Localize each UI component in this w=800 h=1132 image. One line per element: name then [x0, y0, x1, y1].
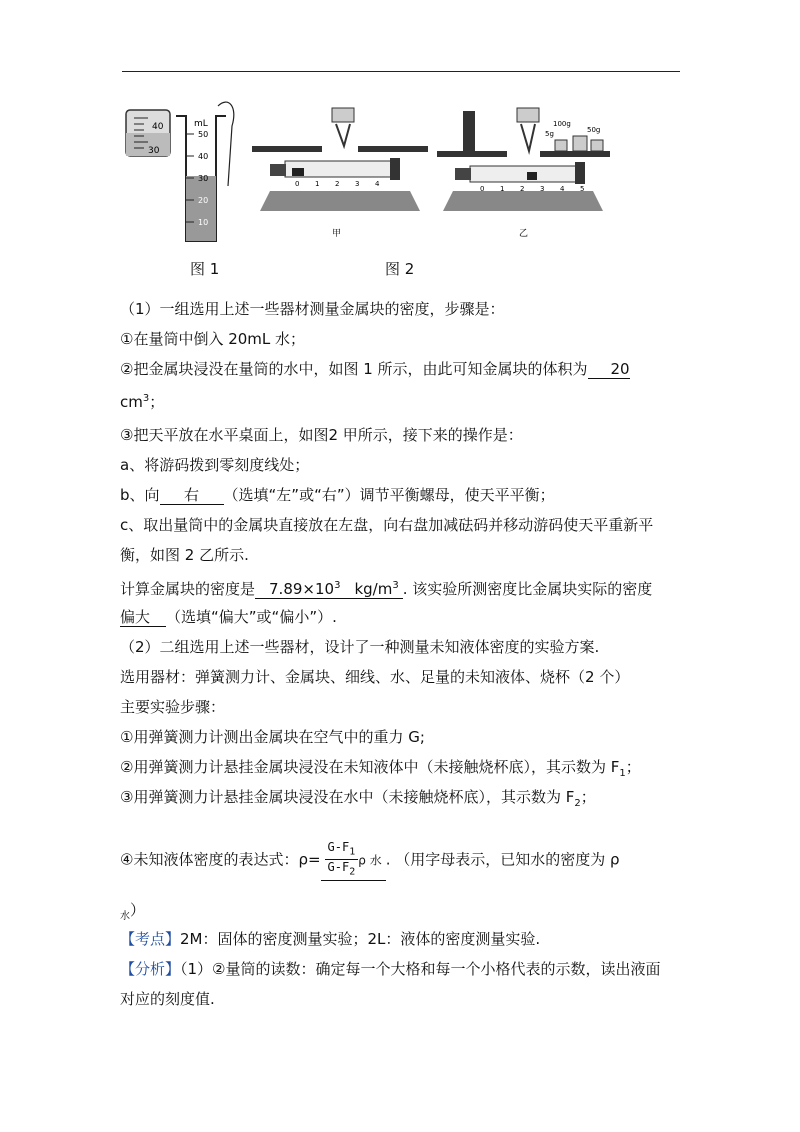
density-unit-sup: 3: [392, 580, 399, 591]
fraction-denominator: $G-F_2$: [327, 860, 356, 878]
part1-b: [120, 485, 555, 505]
s2-sub: 1: [619, 768, 626, 779]
fenxi-text: （1）②量筒的读数：确定每一个大格和每一个小格代表的示数，读出液面: [180, 960, 661, 978]
figure-1-caption: 图 1: [190, 260, 220, 278]
cyl-tick-20: 20: [198, 196, 209, 205]
weight-50g: 50g: [587, 126, 601, 134]
s3-text: ③用弹簧测力计悬挂金属块浸没在水中（未接触烧杯底），其示数为 F: [120, 788, 575, 806]
cyl-tick-40: 40: [198, 152, 209, 161]
density-answer: [255, 577, 403, 599]
cylinder-unit: mL: [194, 119, 208, 129]
calc-post: . 该实验所测密度比金属块实际的密度: [402, 580, 653, 598]
part2-materials: 选用器材：弹簧测力计、金属块、细线、水、足量的未知液体、烧杯（2 个）: [120, 668, 630, 686]
cyl-tick-10: 10: [198, 218, 209, 227]
cyl-tick-50: 50: [198, 130, 209, 139]
s4-pre: ④未知液体密度的表达式：ρ=: [120, 850, 321, 869]
scale2-num-0: 0: [480, 185, 485, 193]
volume-unit-sup: 3: [142, 393, 150, 404]
volume-unit: cm: [120, 393, 143, 411]
formula-answer: [321, 840, 386, 881]
part1-step3: ③把天平放在水平桌面上，如图2 甲所示，接下来的操作是：: [120, 426, 523, 444]
part1-c1: c、取出量筒中的金属块直接放在左盘，向右盘加减砝码并移动游码使天平重新平: [120, 516, 654, 534]
scale2-num-3: 3: [540, 185, 545, 193]
analysis-fenxi: [120, 959, 661, 979]
zoom-tick-30: 30: [148, 146, 160, 156]
part2-intro: （2）二组选用上述一些器材，设计了一种测量未知液体密度的实验方案.: [120, 638, 600, 656]
zoom-tick-40: 40: [152, 122, 164, 132]
analysis-kaodian: [120, 929, 540, 949]
part2-s2: [120, 757, 641, 784]
water-sub: 水: [120, 911, 130, 922]
direction-answer: 右: [160, 486, 224, 505]
part1-intro: （1）一组选用上述一些器材测量金属块的密度，步骤是：: [120, 300, 505, 318]
scale-num-1: 1: [315, 180, 320, 188]
figure-2-yi-balance: [435, 96, 610, 246]
scale2-num-2: 2: [520, 185, 525, 193]
scale2-num-4: 4: [560, 185, 565, 193]
s4-post: . （用字母表示，已知水的密度为 ρ: [385, 850, 620, 869]
s2-end: ；: [625, 758, 641, 776]
volume-answer: 20: [588, 360, 630, 379]
density-value: 7.89×10: [269, 580, 335, 598]
density-exp: 3: [334, 580, 341, 591]
part1-step1: ①在量筒中倒入 20mL 水；: [120, 330, 306, 348]
scale-num-2: 2: [335, 180, 340, 188]
density-unit: kg/m: [354, 580, 393, 598]
kaodian-text: 2M：固体的密度测量实验；2L：液体的密度测量实验.: [180, 930, 541, 948]
scale2-num-1: 1: [500, 185, 505, 193]
scale2-num-5: 5: [580, 185, 585, 193]
calc-pre: 计算金属块的密度是: [120, 580, 256, 598]
fenxi-tag: 【分析】: [120, 960, 181, 978]
b-post: （选填“左”或“右”）调节平衡螺母，使天平平衡；: [223, 486, 555, 504]
scale-num-3: 3: [355, 180, 360, 188]
s2-text: ②用弹簧测力计悬挂金属块浸没在未知液体中（未接触烧杯底），其示数为 F: [120, 758, 620, 776]
s3-end: ；: [580, 788, 596, 806]
kaodian-tag: 【考点】: [120, 930, 181, 948]
fraction: [325, 840, 359, 880]
scale-num-0: 0: [295, 180, 300, 188]
part1-step2-unit: [120, 389, 164, 412]
part2-steps-title: 主要实验步骤：: [120, 698, 226, 716]
part1-bias: [120, 607, 337, 627]
part1-step2: [120, 359, 630, 379]
bias-post: （选填“偏大”或“偏小”）.: [166, 608, 337, 626]
figure-1-cylinder: [120, 96, 260, 251]
part1-c2: 衡，如图 2 乙所示.: [120, 546, 249, 564]
part1-calc: [120, 577, 652, 599]
scale-num-4: 4: [375, 180, 380, 188]
s3-sub: 2: [574, 798, 581, 809]
sub-caption-yi: 乙: [519, 229, 529, 239]
part2-s1: ①用弹簧测力计测出金属块在空气中的重力 G;: [120, 728, 425, 746]
part2-s4-cont: [120, 900, 145, 927]
part2-s4: [120, 840, 620, 881]
figure-2-caption: 图 2: [385, 260, 415, 278]
analysis-fenxi-2: 对应的刻度值.: [120, 990, 215, 1008]
step2-text: ②把金属块浸没在量筒的水中，如图 1 所示，由此可知金属块的体积为: [120, 360, 588, 378]
figure-2-jia-balance: [250, 96, 430, 246]
cyl-tick-30: 30: [198, 174, 209, 183]
rho-water: ρ 水: [358, 853, 382, 868]
fraction-numerator: $G-F_1$: [325, 840, 359, 860]
part2-s3: [120, 787, 596, 814]
bias-answer: 偏大: [120, 608, 166, 627]
part1-a: a、将游码拨到零刻度线处；: [120, 456, 310, 474]
weight-100g: 100g: [553, 120, 571, 128]
top-rule: [122, 71, 680, 72]
b-pre: b、向: [120, 486, 160, 504]
weight-5g: 5g: [545, 130, 554, 138]
s4-close: ）: [130, 901, 146, 919]
sub-caption-jia: 甲: [332, 229, 342, 239]
step2-end: ；: [149, 393, 165, 411]
